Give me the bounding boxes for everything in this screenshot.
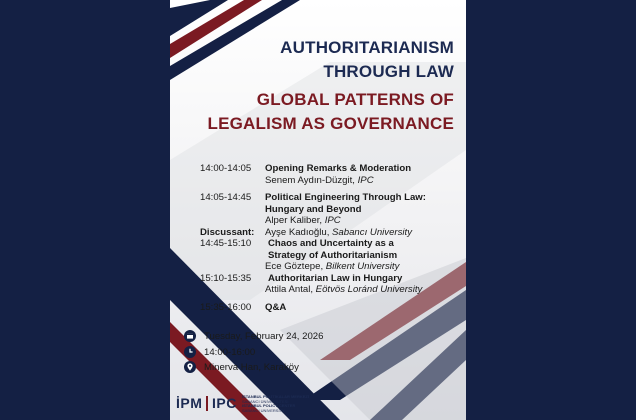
logo-text-1: İSTANBUL POLİTİKALAR MERKEZİ [242, 394, 309, 399]
program-talk: Authoritarian Law in Hungary [268, 272, 403, 284]
program-item [200, 192, 460, 204]
program-list [200, 163, 460, 313]
program-talk: Strategy of Authoritarianism [268, 249, 398, 261]
program-item [200, 238, 460, 250]
logo-text-4: SABANCI UNIVERSITY [242, 407, 285, 413]
calendar-icon [184, 330, 196, 342]
logo-text-2: SABANCI ÜNİVERSİTESİ [242, 398, 289, 404]
logo-text-3: ISTANBUL POLICY CENTER [242, 403, 296, 409]
event-location-text: Minerva Han, Karaköy [204, 362, 299, 373]
program-time: 15:10-15:35 [200, 272, 252, 284]
title-line-1: AUTHORITARIANISM [280, 38, 454, 57]
program-time: 14:00-14:05 [200, 163, 252, 174]
program-item [200, 273, 460, 285]
program-speaker-row [200, 175, 460, 187]
program-talk-cont [200, 250, 460, 262]
logo-ipm: İPM [176, 395, 203, 411]
location-pin-icon [184, 361, 196, 373]
program-talk: Hungary and Beyond [265, 203, 362, 215]
program-speaker: Senem Aydın-Düzgit, IPC [265, 174, 374, 186]
program-talk-cont [200, 204, 460, 216]
clock-icon [184, 346, 196, 358]
program-time: 14:45-15:10 [200, 238, 252, 249]
logo-divider [206, 396, 208, 411]
program-speaker-row [200, 261, 460, 273]
event-date-text: Tuesday, February 24, 2026 [204, 331, 324, 342]
program-speaker: Ece Göztepe, Bilkent University [265, 261, 400, 272]
program-talk: Q&A [265, 301, 287, 313]
program-time: 15:35-16:00 [200, 301, 252, 313]
subtitle-line-1: GLOBAL PATTERNS OF [256, 90, 454, 109]
program-talk: Opening Remarks & Moderation [265, 163, 412, 174]
program-speaker: Ayşe Kadıoğlu, Sabancı University [265, 226, 413, 238]
discussant-label: Discussant: [200, 226, 255, 238]
program-time: 14:05-14:45 [200, 192, 252, 203]
event-poster [170, 0, 466, 420]
program-item [200, 227, 460, 239]
event-time-text: 14:00-16:00 [204, 347, 256, 358]
program-talk: Chaos and Uncertainty as a [268, 238, 394, 249]
title-line-2: THROUGH LAW [323, 62, 454, 81]
program-speaker: Attila Antal, Eötvös Loránd University [265, 284, 423, 295]
program-speaker-row [200, 215, 460, 227]
program-speaker-row [200, 284, 460, 296]
subtitle-line-2: LEGALISM AS GOVERNANCE [207, 114, 454, 133]
program-item [200, 302, 460, 314]
program-item [200, 163, 460, 175]
program-speaker: Alper Kaliber, IPC [265, 215, 341, 226]
program-talk: Political Engineering Through Law: [265, 192, 426, 203]
logo-ipc: IPC [212, 395, 237, 411]
